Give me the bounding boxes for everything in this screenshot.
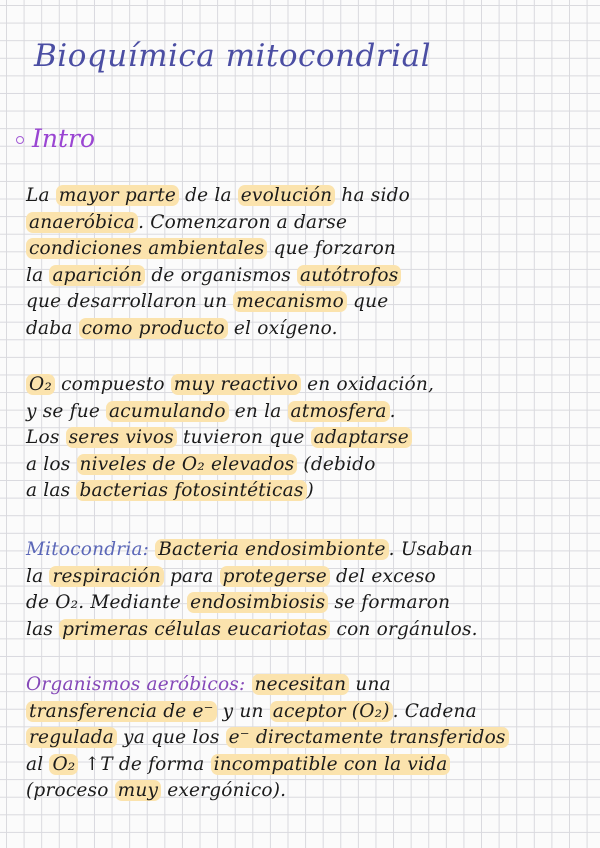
text-span: tuvieron que <box>176 427 311 448</box>
text-span: para <box>163 565 220 587</box>
paragraph-organismos-aerobicos <box>26 672 592 805</box>
highlighted-text: O₂ <box>49 754 78 775</box>
highlighted-text: e⁻ directamente transferidos <box>226 727 509 748</box>
highlighted-text: como producto <box>79 318 228 339</box>
text-span: y se fue <box>26 400 107 422</box>
text-span: en la <box>228 400 288 422</box>
text-line <box>26 425 592 452</box>
text-span: exergónico). <box>161 780 287 801</box>
text-line <box>26 478 592 505</box>
text-span: ya que los <box>116 727 226 748</box>
highlighted-text: seres vivos <box>66 427 177 448</box>
text-span: la <box>26 264 50 286</box>
text-line <box>26 289 592 316</box>
text-line <box>26 564 592 591</box>
highlighted-text: autótrofos <box>297 265 401 286</box>
text-span: de la <box>178 185 238 206</box>
section-heading-intro: Intro <box>32 124 96 153</box>
bullet-icon <box>16 136 24 144</box>
text-span: la <box>26 565 50 587</box>
text-span: . Comenzaron a darse <box>138 211 348 233</box>
highlighted-text: adaptarse <box>311 427 412 448</box>
text-line <box>26 699 592 726</box>
text-line <box>26 399 592 426</box>
text-line <box>26 452 592 479</box>
text-span: a los <box>26 453 77 475</box>
highlighted-text: regulada <box>26 727 117 748</box>
text-span: . <box>389 400 396 422</box>
text-span: . Cadena <box>392 700 477 722</box>
text-span: que <box>346 291 389 312</box>
paragraph-evolucion <box>26 183 592 342</box>
highlighted-text: primeras células eucariotas <box>59 619 330 640</box>
text-span: ) <box>306 480 314 501</box>
highlighted-text: respiración <box>49 566 163 587</box>
text-line <box>26 183 592 210</box>
text-line <box>26 725 592 752</box>
text-line <box>26 672 592 699</box>
paragraph-oxigeno <box>26 372 592 505</box>
text-line <box>26 590 592 617</box>
text-line <box>26 263 592 290</box>
paragraph-mitocondria <box>26 537 592 643</box>
highlighted-text: atmosfera <box>288 401 390 422</box>
highlighted-text: transferencia de e⁻ <box>26 701 217 722</box>
text-line <box>26 316 592 343</box>
text-span: y un <box>216 700 270 722</box>
text-span: las <box>26 618 60 640</box>
text-span: La <box>26 185 56 206</box>
highlighted-text: muy reactivo <box>171 374 301 395</box>
highlighted-text: evolución <box>238 185 336 206</box>
text-span: de O₂. Mediante <box>26 592 188 613</box>
text-span: del exceso <box>329 565 436 587</box>
text-span: de organismos <box>145 264 298 286</box>
highlighted-text: bacterias fotosintéticas <box>76 480 306 501</box>
highlighted-text: anaeróbica <box>26 212 138 233</box>
text-span: Los <box>26 427 66 448</box>
text-line <box>26 236 592 263</box>
text-span: a las <box>26 480 77 501</box>
text-span: en oxidación, <box>301 374 435 395</box>
text-line <box>26 752 592 779</box>
text-line <box>26 617 592 644</box>
highlighted-text: muy <box>115 780 162 801</box>
highlighted-text: mecanismo <box>233 291 347 312</box>
page-title: Bioquímica mitocondrial <box>34 38 431 74</box>
text-span: (proceso <box>26 780 115 801</box>
text-span: con orgánulos. <box>330 618 478 640</box>
highlighted-text: incompatible con la vida <box>211 754 451 775</box>
term-label: Mitocondria: <box>26 539 150 560</box>
highlighted-text: acumulando <box>106 401 229 422</box>
text-span: se formaron <box>328 592 451 613</box>
highlighted-text: aceptor (O₂) <box>270 701 393 722</box>
text-span: el oxígeno. <box>227 317 338 339</box>
highlighted-text: endosimbiosis <box>187 592 328 613</box>
text-line <box>26 210 592 237</box>
text-line <box>26 778 592 805</box>
highlighted-text: necesitan <box>252 674 350 695</box>
text-span: . Usaban <box>388 539 473 560</box>
highlighted-text: condiciones ambientales <box>26 238 267 259</box>
text-span <box>245 674 251 695</box>
highlighted-text: niveles de O₂ elevados <box>77 454 298 475</box>
text-line <box>26 537 592 564</box>
text-span: ↑T de forma <box>78 753 211 775</box>
text-span: (debido <box>297 453 376 475</box>
text-span: una <box>349 674 391 695</box>
text-span: daba <box>26 317 79 339</box>
highlighted-text: aparición <box>49 265 145 286</box>
text-span: compuesto <box>54 374 171 395</box>
highlighted-text: O₂ <box>26 374 55 395</box>
highlighted-text: mayor parte <box>56 185 179 206</box>
term-label: Organismos aeróbicos: <box>26 674 246 695</box>
text-span: que desarrollaron un <box>26 291 234 312</box>
highlighted-text: Bacteria endosimbionte <box>155 539 388 560</box>
highlighted-text: protegerse <box>220 566 330 587</box>
text-span: que forzaron <box>267 238 397 259</box>
text-span: al <box>26 753 50 775</box>
text-line <box>26 372 592 399</box>
text-span: ha sido <box>335 185 410 206</box>
